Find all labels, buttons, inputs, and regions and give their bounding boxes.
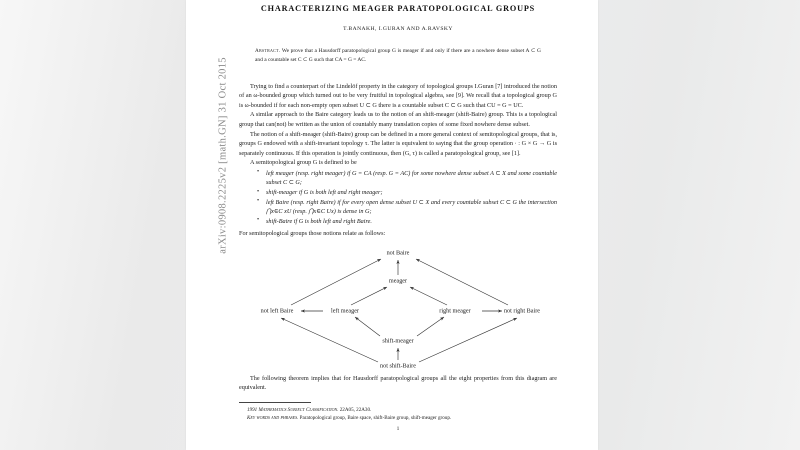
footnote-keywords-value: Paratopological group, Baire space, shift-Baire group, shift-meager group. bbox=[299, 415, 452, 422]
paragraph-4: A semitopological group G is defined to be bbox=[250, 159, 357, 167]
definition-text: left meager (resp. right meager) if G = CA (resp. G = AC) for some nowhere dense subset A ⊂ X and some countable subset C ⊂ G; bbox=[266, 169, 557, 187]
footnote-divider bbox=[239, 402, 311, 403]
bullet-icon: • bbox=[257, 169, 260, 176]
bullet-icon: • bbox=[257, 217, 260, 224]
diagram-node-left-meager: left meager bbox=[331, 307, 359, 315]
page-title: CHARACTERIZING MEAGER PARATOPOLOGICAL GROUPS bbox=[260, 4, 536, 13]
page-number: 1 bbox=[396, 425, 400, 432]
diagram-node-shift-meager: shift-meager bbox=[382, 337, 414, 345]
definition-item-shift-meager bbox=[257, 188, 557, 198]
diagram-node-not-right-baire: not right Baire bbox=[503, 307, 541, 315]
paragraph-2: A similar approach to the Baire category leads us to the notion of an shift-meager (shift-Baire) group. This is a topological group that can(not) be written as the union of countably many translation copies of some fixed nowhere dense subset. bbox=[239, 111, 557, 128]
abstract-text: We prove that a Hausdorff paratopological group G is meager if and only if there are a nowhere dense subset A ⊂ G and a countable set C ⊂ G such that CA = G = AC. bbox=[255, 48, 541, 63]
definition-list bbox=[239, 169, 557, 226]
diagram-lead-in: For semitopological groups those notions relate as follows: bbox=[239, 230, 386, 238]
footnote-msc bbox=[247, 406, 557, 414]
definition-item-left-meager bbox=[257, 169, 557, 188]
diagram-node-meager: meager bbox=[388, 277, 408, 285]
closing-paragraph: The following theorem implies that for Hausdorff paratopological groups all the eight properties from this diagram are equivalent. bbox=[239, 374, 557, 392]
definition-text: shift-Baire if G is both left and right Baire. bbox=[266, 217, 372, 225]
definition-text: shift-meager if G is both left and right meager; bbox=[266, 189, 383, 197]
footnote-keywords bbox=[247, 414, 557, 422]
footnote-keywords-label: Key words and phrases. bbox=[247, 415, 299, 422]
author-list: T.BANAKH, I.GURAN AND A.RAVSKY bbox=[343, 26, 453, 32]
footnote-msc-label: 1991 Mathematics Subject Classification. bbox=[247, 407, 339, 414]
abstract-label: Abstract. bbox=[255, 48, 281, 54]
definition-item-shift-baire bbox=[257, 217, 557, 227]
definition-text: left Baire (resp. right Baire) if for every open dense subset U ⊂ X and every countable subset C ⊂ G the intersection ⋂x∈C xU (resp. ⋂x∈C Ux) is dense in G; bbox=[266, 198, 557, 216]
abstract-block bbox=[255, 47, 541, 65]
diagram-node-not-shift-baire: not shift-Baire bbox=[380, 362, 416, 370]
diagram-node-right-meager: right meager bbox=[439, 307, 471, 315]
document-page bbox=[186, 0, 598, 450]
implication-diagram bbox=[239, 244, 557, 372]
diagram-node-not-left-baire: not left Baire bbox=[260, 307, 294, 315]
paragraph-3: The notion of a shift-meager (shift-Baire) group can be defined in a more general context of semitopological groups, that is, groups G endowed with a shift-invariant topology τ. The latter is equivalent to saying that the group operation · : G × G → G is separately continuous. If this operation is jointly continuous, then (G, τ) is called a paratopological group, see [1]. bbox=[239, 130, 557, 157]
bullet-icon: • bbox=[257, 188, 260, 195]
footnote-msc-value: 22A05, 22A30. bbox=[339, 407, 372, 414]
arxiv-stamp: arXiv:0908.2225v2 [math.GN] 31 Oct 2015 bbox=[217, 57, 229, 254]
bullet-icon: • bbox=[257, 198, 260, 205]
page-content bbox=[239, 4, 557, 432]
definition-item-left-baire bbox=[257, 198, 557, 217]
diagram-node-not-baire: not Baire bbox=[386, 249, 410, 257]
paragraph-1: Trying to find a counterpart of the Lindelöf property in the category of topological groups I.Guran [7] introduced the notion of an ω-bounded group which turned out to be very fruitful in topological algebra, see [9]. We recall that a topological group G is ω-bounded if for each non-empty open subset U ⊂ G there is a countable subset C ⊂ G such that CU = G = UC. bbox=[239, 82, 557, 109]
